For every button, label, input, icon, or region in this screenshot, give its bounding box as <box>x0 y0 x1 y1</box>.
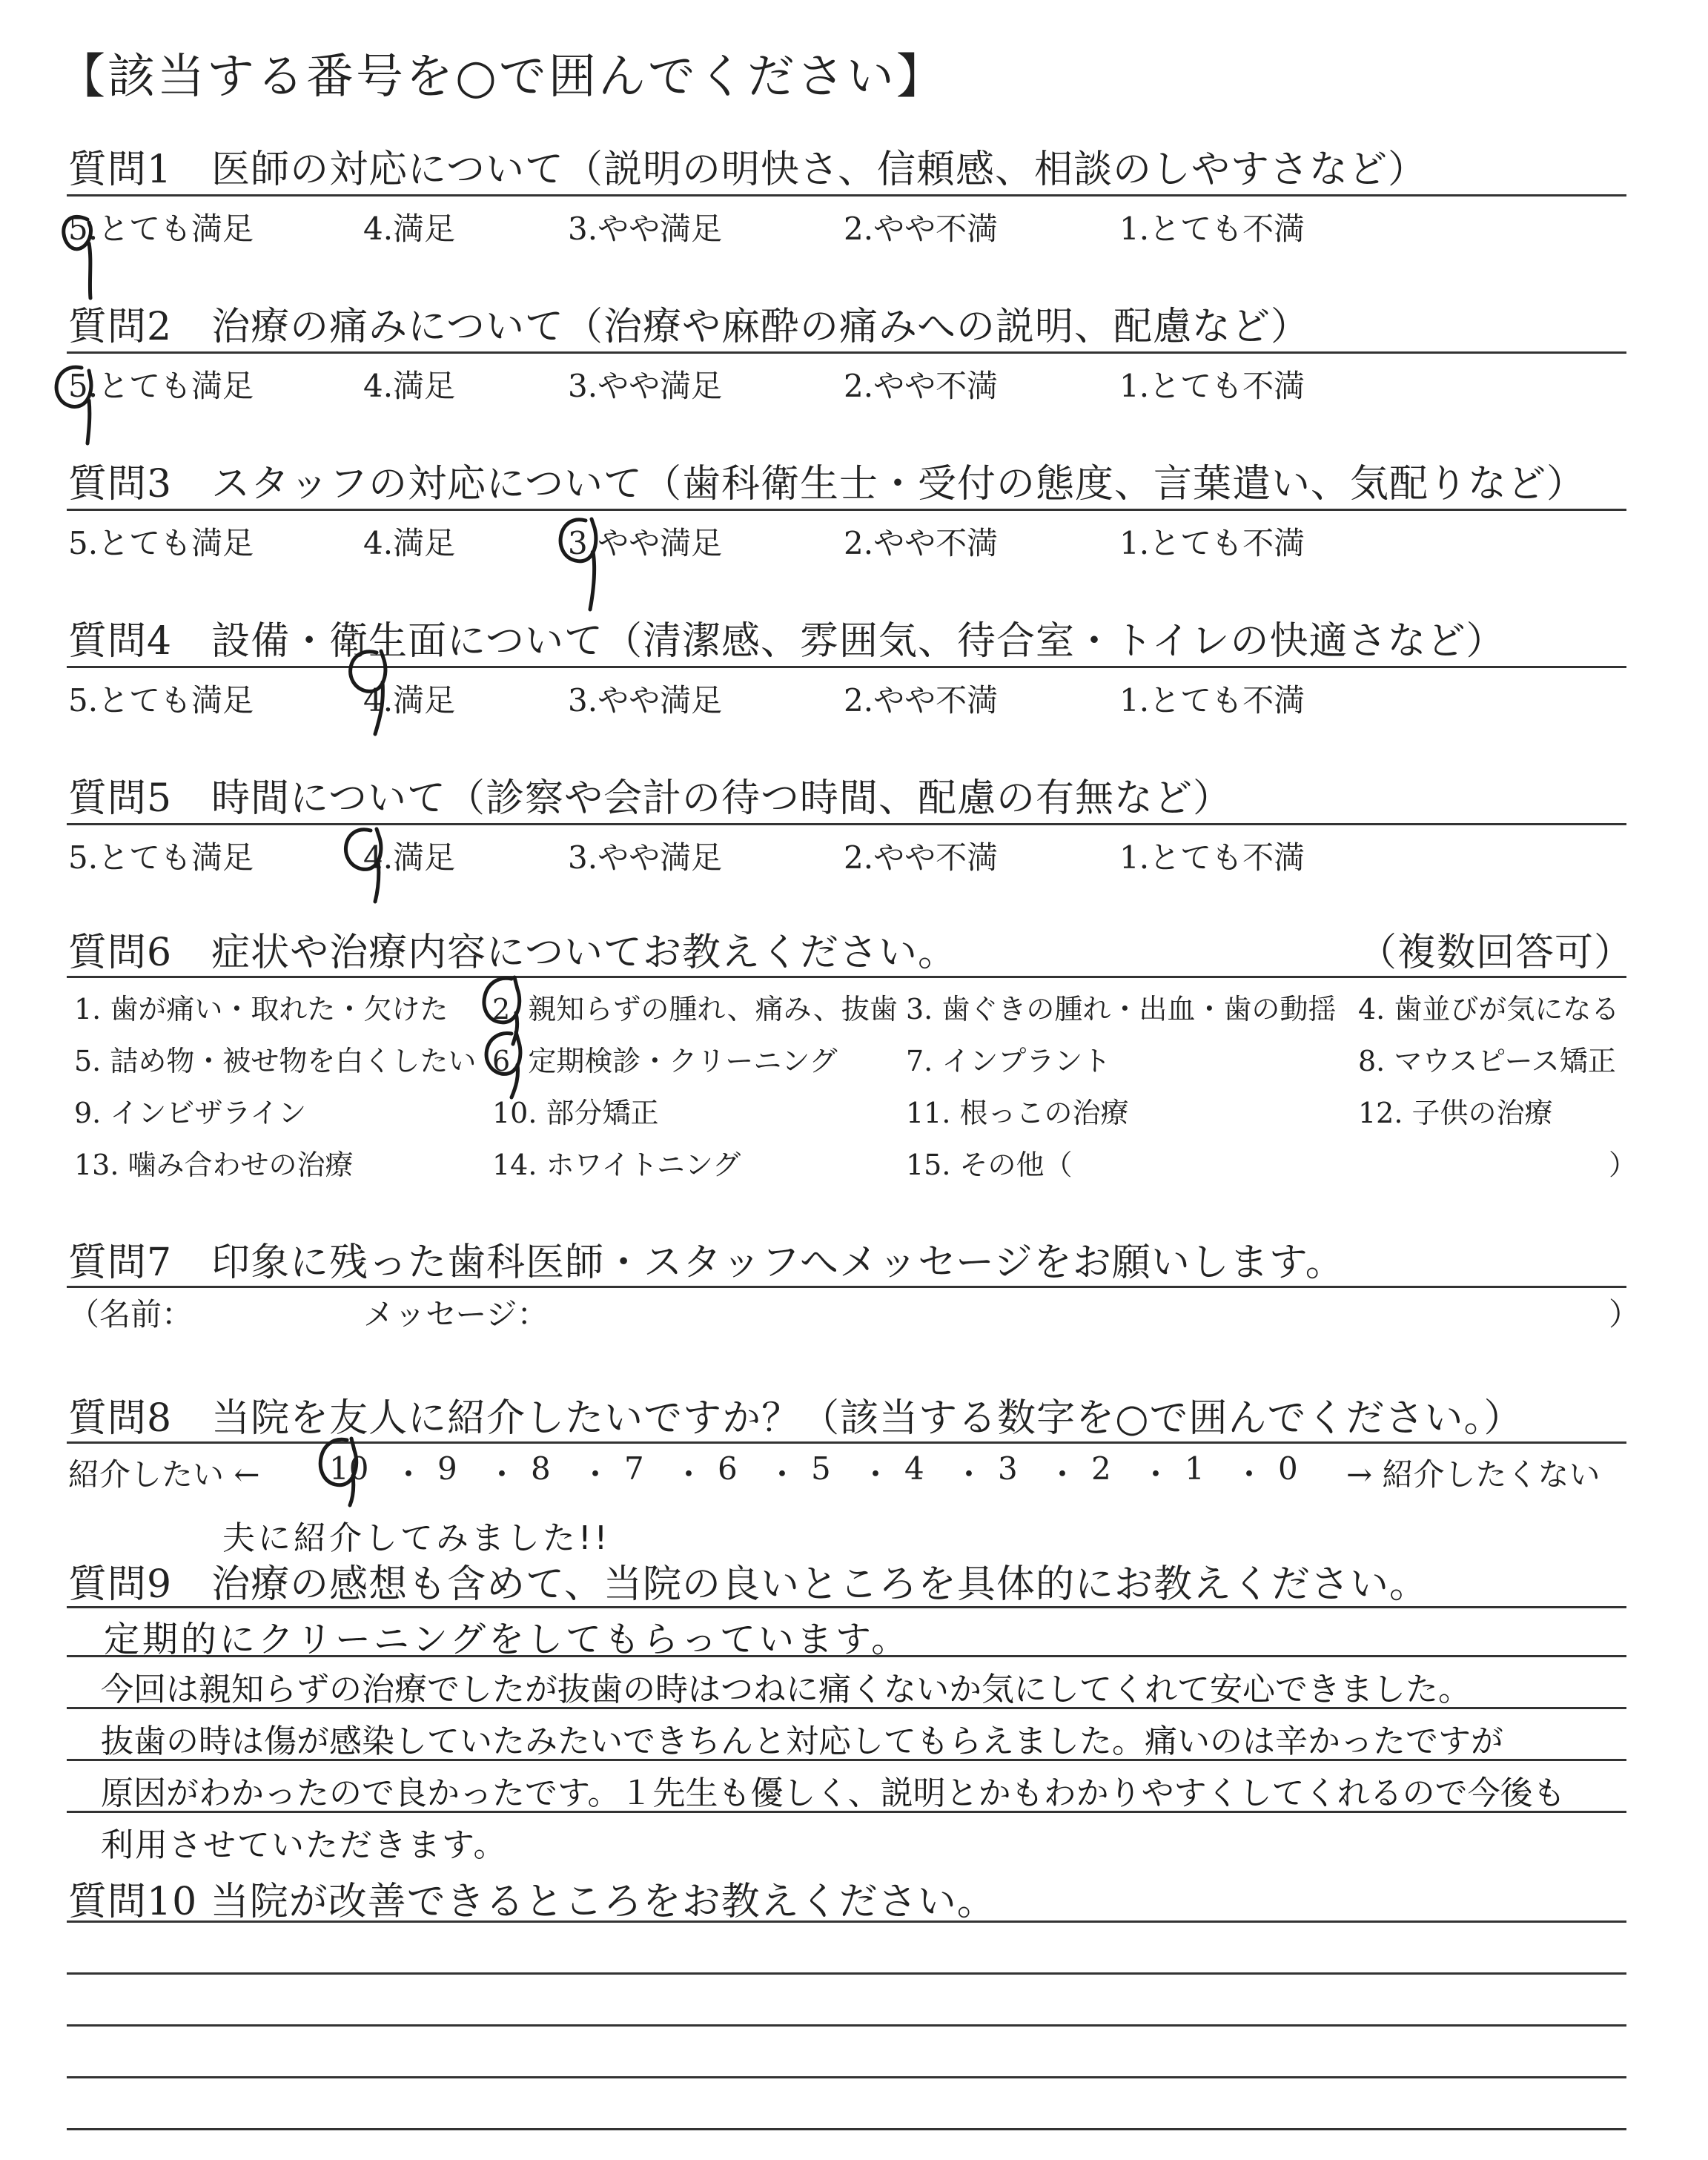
q2-option-2[interactable]: 2.やや不満 <box>844 368 999 404</box>
q6-option-15[interactable]: 15. その他（ <box>906 1149 1073 1181</box>
q9-answer-line-1: 定期的にクリーニングをしてもらっています。 <box>104 1619 910 1660</box>
q9-answer-line-4: 原因がわかったので良かったです。１先生も優しく、説明とかもわかりやすくしてくれるので今後も <box>101 1774 1566 1812</box>
q6-option-4[interactable]: 4. 歯並びが気になる <box>1358 993 1620 1025</box>
answer-line <box>67 1972 1626 1975</box>
q3-option-4[interactable]: 4.満足 <box>363 525 456 561</box>
q8-scale-3[interactable]: 3 <box>998 1450 1018 1487</box>
q3-option-5[interactable]: 5.とても満足 <box>68 525 254 561</box>
q6-option-11[interactable]: 11. 根っこの治療 <box>906 1097 1129 1129</box>
question-10-title: 質問10 当院が改善できるところをお教えください。 <box>68 1880 996 1924</box>
q2-option-5[interactable]: 5.とても満足 <box>68 368 254 404</box>
q6-option-8[interactable]: 8. マウスピース矯正 <box>1358 1045 1616 1077</box>
q3-option-3[interactable]: 3.やや満足 <box>568 525 723 561</box>
question-1-title: 質問1 医師の対応について（説明の明快さ、信頼感、相談のしやすさなど） <box>68 148 1427 192</box>
q6-option-7[interactable]: 7. インプラント <box>906 1045 1111 1077</box>
q6-option-3[interactable]: 3. 歯ぐきの腫れ・出血・歯の動揺 <box>906 993 1337 1025</box>
q6-option-10[interactable]: 10. 部分矯正 <box>492 1097 659 1129</box>
q2-option-1[interactable]: 1.とても不満 <box>1119 368 1305 404</box>
q9-answer-line-2: 今回は親知らずの治療でしたが抜歯の時はつねに痛くないか気にしてくれて安心できました。 <box>101 1671 1471 1708</box>
q6-option-14[interactable]: 14. ホワイトニング <box>492 1149 741 1181</box>
q6-option-1[interactable]: 1. 歯が痛い・取れた・欠けた <box>74 993 448 1025</box>
q6-option-9[interactable]: 9. インビザライン <box>74 1097 307 1129</box>
q4-option-5[interactable]: 5.とても満足 <box>68 682 254 719</box>
q6-option-13[interactable]: 13. 噛み合わせの治療 <box>74 1149 354 1181</box>
q5-option-3[interactable]: 3.やや満足 <box>568 839 723 876</box>
q5-option-5[interactable]: 5.とても満足 <box>68 839 254 876</box>
q8-scale-2[interactable]: 2 <box>1091 1450 1111 1487</box>
q6-option-6[interactable]: 6. 定期検診・クリーニング <box>492 1045 838 1077</box>
q1-option-4[interactable]: 4.満足 <box>363 211 456 247</box>
q8-scale-7[interactable]: 7 <box>624 1450 644 1487</box>
q7-close-paren: ） <box>1609 1296 1641 1332</box>
q6-other-close-paren: ） <box>1609 1149 1638 1181</box>
q5-option-1[interactable]: 1.とても不満 <box>1119 839 1305 876</box>
answer-line <box>67 2128 1626 2130</box>
q2-option-3[interactable]: 3.やや満足 <box>568 368 723 404</box>
q9-answer-line-3: 抜歯の時は傷が感染していたみたいできちんと対応してもらえました。痛いのは辛かったですが <box>101 1723 1503 1760</box>
question-8-title: 質問8 当院を友人に紹介したいですか？（該当する数字を○で囲んでください。） <box>68 1396 1523 1441</box>
answer-line <box>67 2024 1626 2027</box>
q8-scale-4[interactable]: 4 <box>904 1450 924 1487</box>
q8-right-label: → 紹介したくない <box>1346 1456 1601 1493</box>
q1-option-2[interactable]: 2.やや不満 <box>844 211 999 247</box>
divider <box>67 1606 1626 1608</box>
q6-option-12[interactable]: 12. 子供の治療 <box>1358 1097 1553 1129</box>
q8-handwritten-note: 夫に紹介してみました!! <box>222 1519 611 1557</box>
q8-left-label: 紹介したい ← <box>68 1456 260 1493</box>
q4-option-2[interactable]: 2.やや不満 <box>844 682 999 719</box>
question-2-title: 質問2 治療の痛みについて（治療や麻酔の痛みへの説明、配慮など） <box>68 305 1311 349</box>
q5-option-2[interactable]: 2.やや不満 <box>844 839 999 876</box>
question-7-title: 質問7 印象に残った歯科医師・スタッフへメッセージをお願いします。 <box>68 1241 1345 1285</box>
q1-option-1[interactable]: 1.とても不満 <box>1119 211 1305 247</box>
q6-option-5[interactable]: 5. 詰め物・被せ物を白くしたい <box>74 1045 477 1077</box>
q3-option-1[interactable]: 1.とても不満 <box>1119 525 1305 561</box>
q7-message-label: メッセージ： <box>363 1296 549 1332</box>
q8-scale-10[interactable]: 10 <box>329 1450 369 1487</box>
q8-scale-5[interactable]: 5 <box>811 1450 831 1487</box>
q6-multiple-note: （複数回答可） <box>1358 931 1634 975</box>
q8-scale-8[interactable]: 8 <box>531 1450 551 1487</box>
q8-scale-6[interactable]: 6 <box>718 1450 738 1487</box>
question-9-title: 質問9 治療の感想も含めて、当院の良いところを具体的にお教えください。 <box>68 1562 1429 1607</box>
q8-scale-dots: ・ ・ ・ ・ ・ ・ ・ ・ ・ ・ <box>393 1456 1265 1493</box>
q9-answer-line-5: 利用させていただきます。 <box>101 1826 508 1864</box>
answer-line <box>67 2076 1626 2078</box>
question-3-title: 質問3 スタッフの対応について（歯科衛生士・受付の態度、言葉遣い、気配りなど） <box>68 462 1586 506</box>
q5-option-4[interactable]: 4.満足 <box>363 839 456 876</box>
q4-option-4[interactable]: 4.満足 <box>363 682 456 719</box>
q4-option-1[interactable]: 1.とても不満 <box>1119 682 1305 719</box>
q1-option-5[interactable]: 5.とても満足 <box>68 211 254 247</box>
q8-scale-1[interactable]: 1 <box>1185 1450 1205 1487</box>
q8-scale-0[interactable]: 0 <box>1278 1450 1298 1487</box>
question-5-title: 質問5 時間について（診察や会計の待つ時間、配慮の有無など） <box>68 776 1233 821</box>
q3-option-2[interactable]: 2.やや不満 <box>844 525 999 561</box>
q1-option-3[interactable]: 3.やや満足 <box>568 211 723 247</box>
question-6-title: 質問6 症状や治療内容についてお教えください。 <box>68 931 958 975</box>
q8-scale-9[interactable]: 9 <box>437 1450 457 1487</box>
form-title: 【該当する番号を○で囲んでください】 <box>58 50 946 105</box>
q4-option-3[interactable]: 3.やや満足 <box>568 682 723 719</box>
q7-name-label: （名前： <box>68 1296 193 1332</box>
divider <box>67 1920 1626 1923</box>
q2-option-4[interactable]: 4.満足 <box>363 368 456 404</box>
q6-option-2[interactable]: 2. 親知らずの腫れ、痛み、抜歯 <box>492 993 898 1025</box>
question-4-title: 質問4 設備・衛生面について（清潔感、雰囲気、待合室・トイレの快適さなど） <box>68 619 1506 664</box>
